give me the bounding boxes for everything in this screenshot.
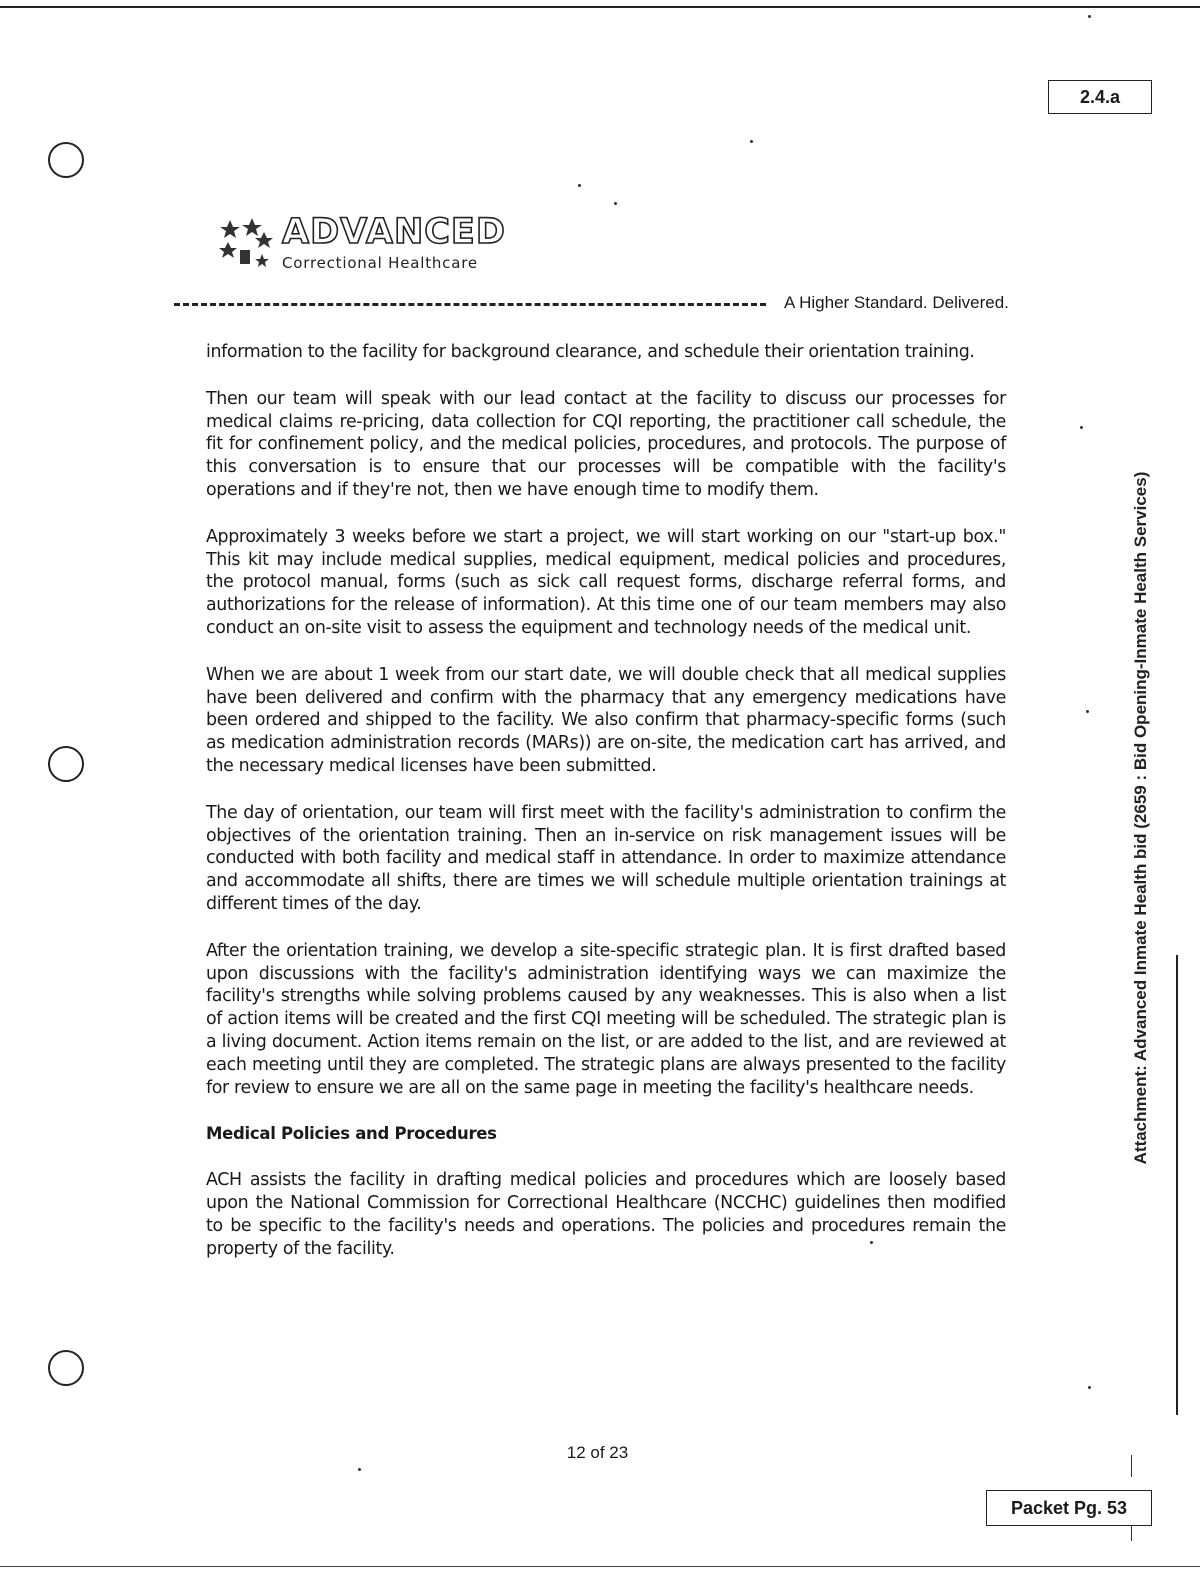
- bottom-border-line: [0, 1566, 1200, 1567]
- logo-star-cluster-icon: [218, 218, 274, 270]
- attachment-side-stamp: Attachment: Advanced Inmate Health bid (2659 : Bid Opening-Inmate Health Services): [1131, 471, 1150, 1165]
- margin-tick: [1131, 1525, 1132, 1541]
- right-margin-line: [1176, 955, 1178, 1415]
- scan-speck: [870, 1241, 873, 1244]
- logo-title: ADVANCED: [282, 212, 506, 252]
- document-body: [206, 341, 1006, 1284]
- scan-speck: [1088, 1386, 1091, 1389]
- page-number: 12 of 23: [566, 1443, 629, 1462]
- scan-speck: [1086, 710, 1089, 713]
- binder-hole-bottom: [48, 1350, 84, 1386]
- header-tagline: A Higher Standard. Delivered.: [784, 293, 1009, 312]
- scan-speck: [750, 140, 753, 143]
- scan-speck: [614, 202, 617, 205]
- scan-speck: [1088, 15, 1091, 18]
- attachment-tag: [1048, 80, 1152, 114]
- header-dashed-rule: [174, 303, 766, 306]
- body-paragraph: After the orientation training, we develop a site-specific strategic plan. It is first drafted based upon discussions with the facility's administration identifying ways we can maximize the facility's strengths while solving problems caused by any weaknesses. This is also when a list of action items will be created and the first CQI meeting will be scheduled. The strategic plan is a living document. Action items remain on the list, or are added to the list, and are reviewed at each meeting until they are completed. The strategic plans are always presented to the facility for review to ensure we are all on the same page in meeting the facility's healthcare needs.: [206, 940, 1006, 1098]
- logo-subtitle: Correctional Healthcare: [282, 254, 478, 272]
- scan-speck: [578, 184, 581, 187]
- company-logo: [218, 212, 518, 276]
- top-border-line: [0, 6, 1200, 8]
- packet-page-box: [986, 1490, 1152, 1526]
- scan-speck: [358, 1468, 361, 1471]
- packet-page-label: Packet Pg. 53: [1010, 1497, 1128, 1518]
- attachment-tag-label: 2.4.a: [1079, 86, 1121, 107]
- body-paragraph: information to the facility for background clearance, and schedule their orientation training.: [206, 342, 975, 362]
- binder-hole-middle: [48, 746, 84, 782]
- body-paragraph: Then our team will speak with our lead contact at the facility to discuss our processes for medical claims re-pricing, data collection for CQI reporting, the practitioner call schedule, the fit for confinement policy, and the medical policies, procedures, and protocols. The purpose of this conversation is to ensure that our processes will be compatible with the facility's operations and if they're not, then we have enough time to modify them.: [206, 388, 1006, 500]
- body-paragraph: When we are about 1 week from our start date, we will double check that all medical supplies have been delivered and confirm with the pharmacy that any emergency medications have been ordered and shipped to the facility. We also confirm that pharmacy-specific forms (such as medication administration records (MARs)) are on-site, the medication cart has arrived, and the necessary medical licenses have been submitted.: [206, 664, 1006, 776]
- binder-hole-top: [48, 142, 84, 178]
- scan-speck: [1080, 426, 1083, 429]
- section-paragraph: ACH assists the facility in drafting medical policies and procedures which are loosely based upon the National Commission for Correctional Healthcare (NCCHC) guidelines then modified to be specific to the facility's needs and operations. The policies and procedures remain the property of the facility.: [206, 1170, 1006, 1259]
- section-heading: Medical Policies and Procedures: [206, 1124, 497, 1144]
- body-paragraph: The day of orientation, our team will first meet with the facility's administration to confirm the objectives of the orientation training. Then an in-service on risk management issues will be conducted with both facility and medical staff in attendance. In order to maximize attendance and accommodate all shifts, there are times we will schedule multiple orientation trainings at different times of the day.: [206, 802, 1006, 914]
- body-paragraph: Approximately 3 weeks before we start a project, we will start working on our "start-up box." This kit may include medical supplies, medical equipment, medical policies and procedures, the protocol manual, forms (such as sick call request forms, discharge referral forms, and authorizations for the release of information). At this time one of our team members may also conduct an on-site visit to assess the equipment and technology needs of the medical unit.: [206, 526, 1006, 638]
